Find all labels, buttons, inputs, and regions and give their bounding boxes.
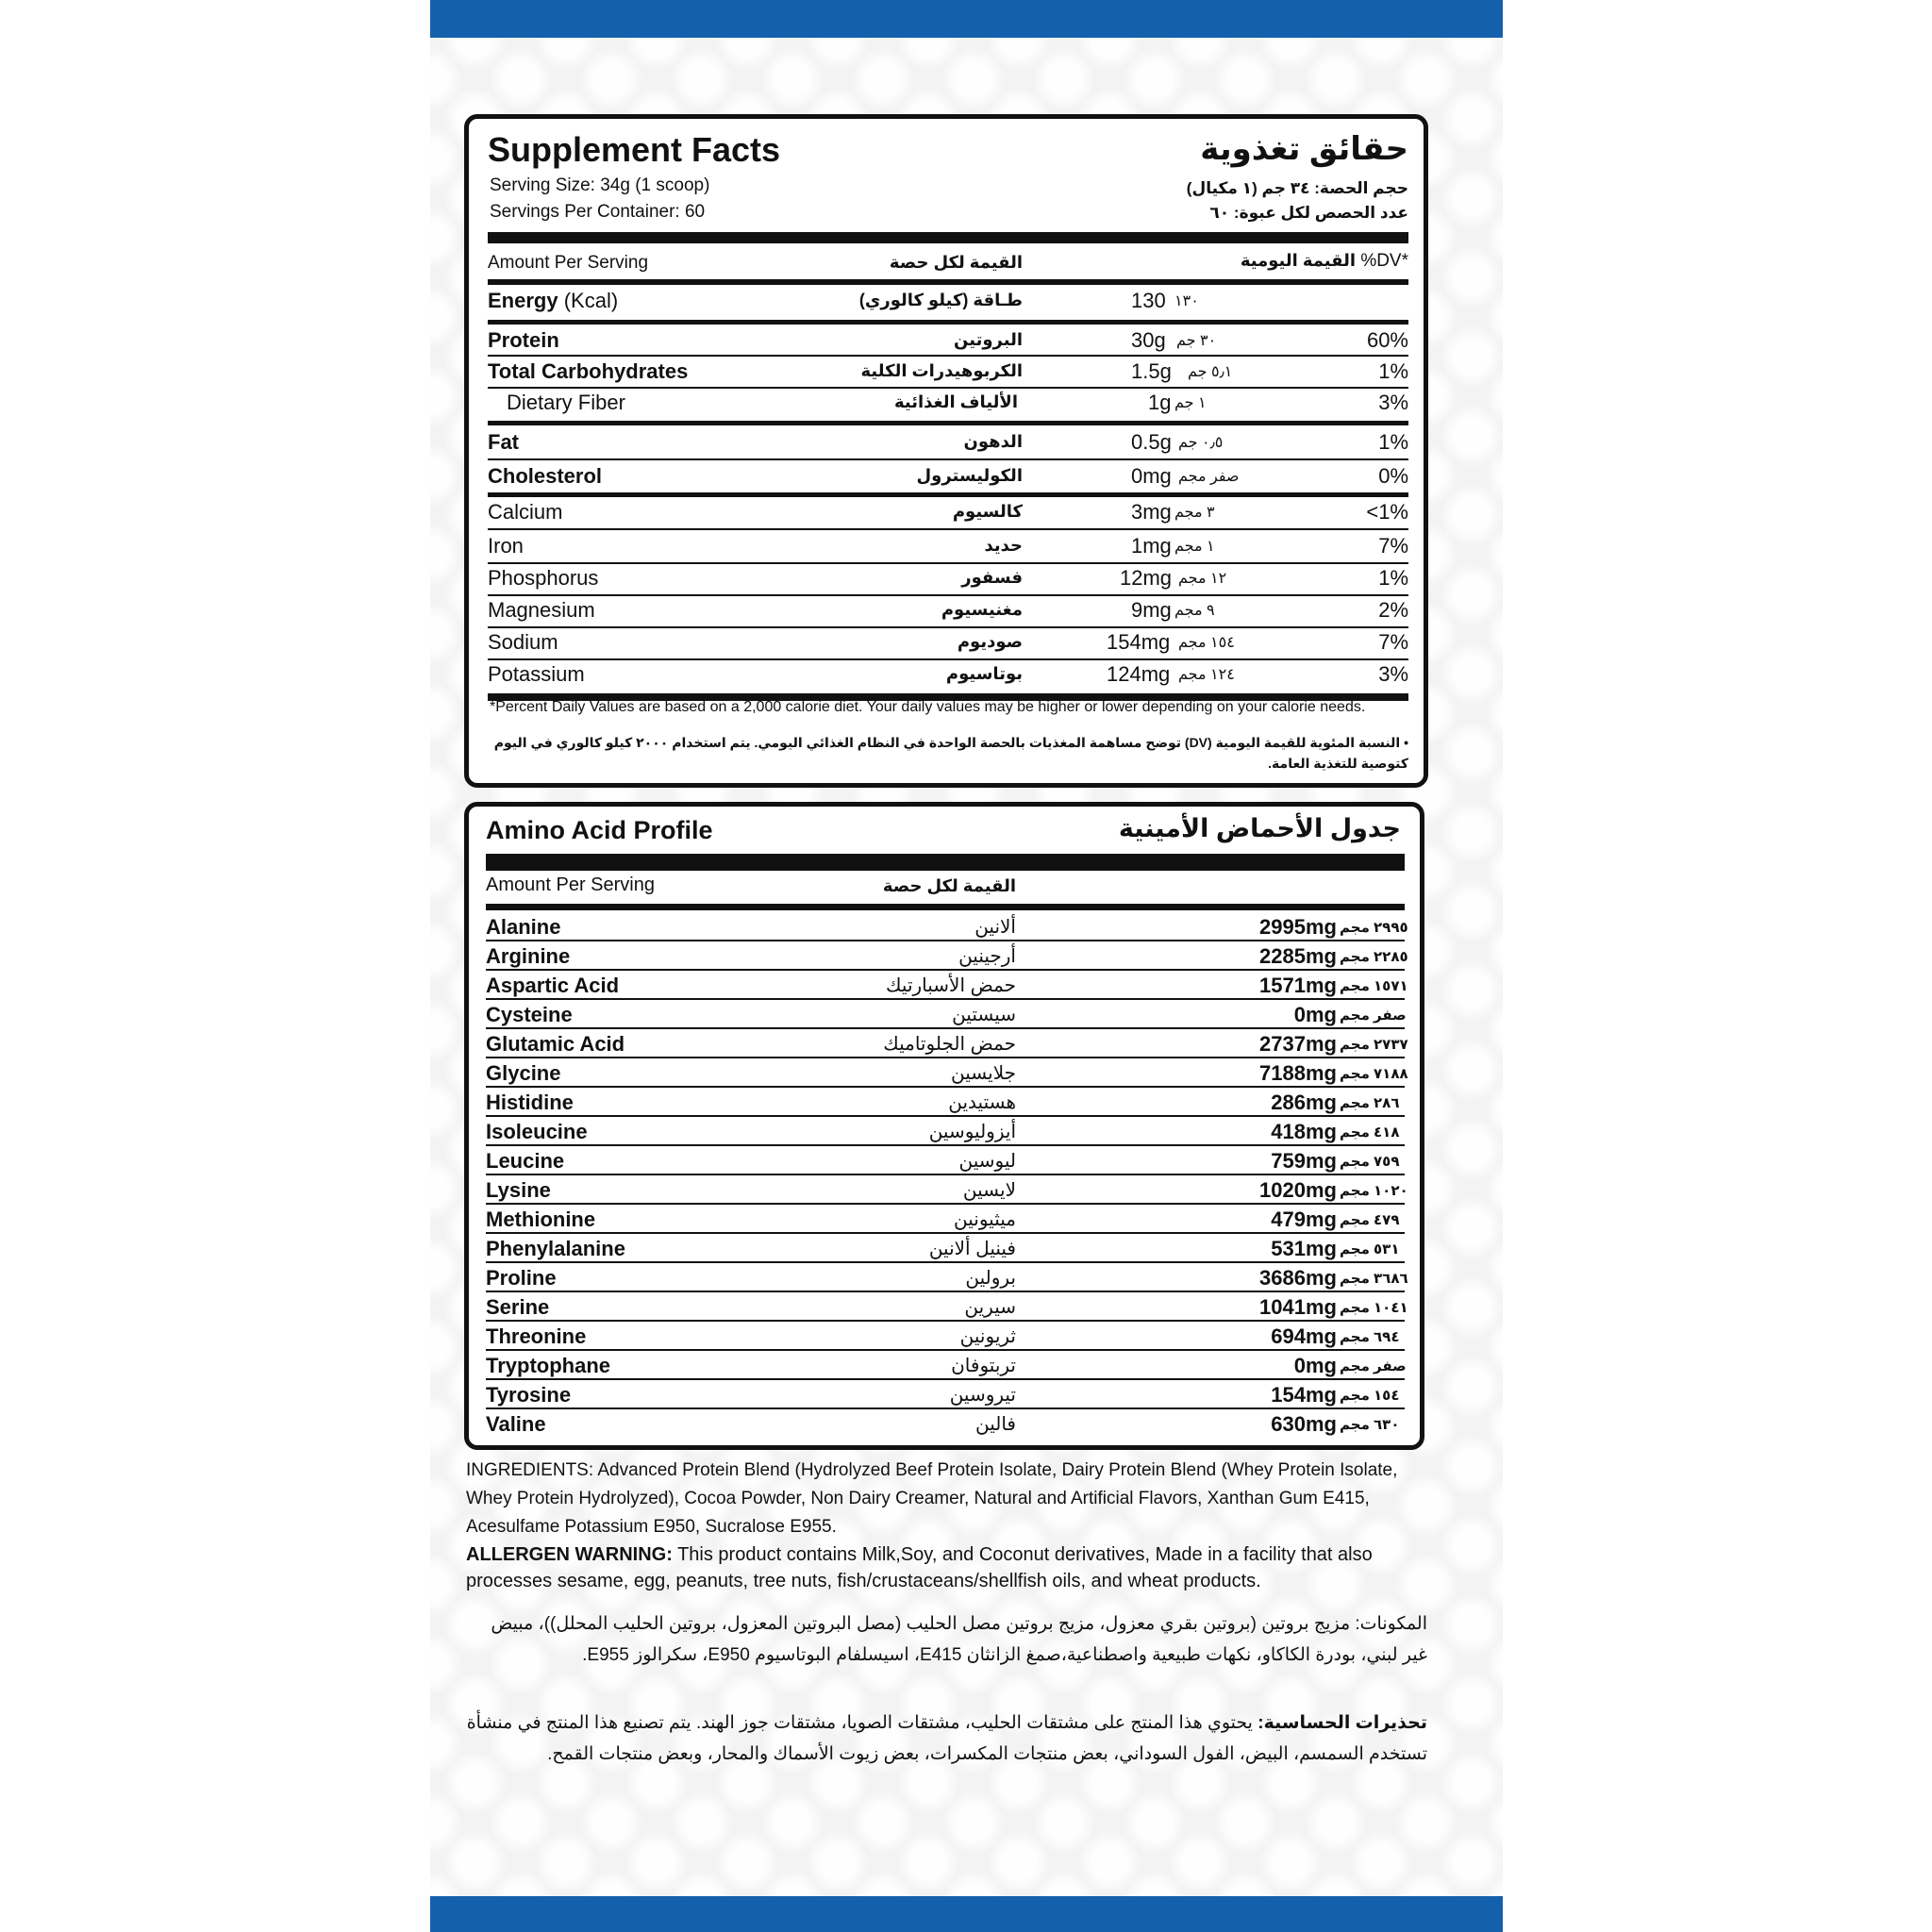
nutrient-amount: 12mg bbox=[1120, 566, 1173, 590]
facts-cholesterol-rule bbox=[488, 492, 1408, 497]
nutrient-name-ar: مغنيسيوم bbox=[941, 600, 1023, 619]
amino-amount: 1571mg bbox=[1259, 974, 1337, 997]
amino-amount-ar: ١٠٤١ مجم bbox=[1340, 1300, 1408, 1316]
facts-title-ar: حقائق تغذوية bbox=[1200, 131, 1408, 167]
amino-name: Valine bbox=[486, 1412, 546, 1436]
amino-row bbox=[469, 1000, 1420, 1029]
nutrient-amount: 3mg bbox=[1131, 500, 1172, 524]
nutrient-name: Energy bbox=[488, 289, 558, 312]
nutrient-name-ar: الألياف الغذائية bbox=[893, 392, 1018, 411]
facts-row-iron bbox=[469, 532, 1424, 564]
amino-row bbox=[469, 1058, 1420, 1088]
nutrient-dv: 3% bbox=[1378, 391, 1408, 414]
amino-name-ar: ليوسين bbox=[958, 1151, 1016, 1172]
amino-amount-ar: ٦٣٠ مجم bbox=[1340, 1417, 1400, 1433]
amino-amount-ar: صفر مجم bbox=[1340, 1358, 1407, 1374]
nutrient-name: Protein bbox=[488, 328, 559, 352]
facts-row-calcium bbox=[469, 498, 1424, 530]
nutrient-amount-ar: ١٢ مجم bbox=[1178, 571, 1227, 587]
nutrient-amount: 154mg bbox=[1107, 630, 1171, 654]
allergen-label-ar: تحذيرات الحساسية: bbox=[1257, 1713, 1427, 1733]
amino-row bbox=[469, 1175, 1420, 1205]
amino-amount: 418mg bbox=[1271, 1120, 1337, 1143]
amino-amount-ar: ٢٧٣٧ مجم bbox=[1340, 1037, 1408, 1053]
amino-name: Lysine bbox=[486, 1178, 551, 1202]
amino-amount: 759mg bbox=[1271, 1149, 1337, 1173]
servings-per-container-ar: عدد الحصص لكل عبوة: ٦٠ bbox=[1209, 204, 1408, 222]
amino-amount: 0mg bbox=[1293, 1354, 1337, 1377]
amino-name: Alanine bbox=[486, 915, 561, 939]
amino-row bbox=[469, 1146, 1420, 1175]
nutrient-amount: 30g bbox=[1131, 328, 1166, 352]
nutrient-name-ar: فسفور bbox=[961, 568, 1023, 587]
nutrient-amount-ar: ١٣٠ bbox=[1174, 293, 1199, 309]
facts-header-rule bbox=[488, 279, 1408, 285]
amino-title: Amino Acid Profile bbox=[486, 816, 713, 844]
nutrient-dv: 0% bbox=[1378, 464, 1408, 488]
nutrient-dv: 7% bbox=[1378, 534, 1408, 558]
facts-amount-header: Amount Per Serving bbox=[488, 253, 649, 273]
amino-name: Cysteine bbox=[486, 1003, 573, 1026]
amino-amount: 630mg bbox=[1271, 1412, 1337, 1436]
amino-row bbox=[469, 1117, 1420, 1146]
amino-name-ar: حمض الجلوتاميك bbox=[883, 1034, 1016, 1055]
nutrient-amount-ar: ٩ مجم bbox=[1174, 603, 1215, 619]
amino-name-ar: تربتوفان bbox=[951, 1356, 1016, 1376]
nutrient-name-ar: الكوليسترول bbox=[916, 466, 1023, 485]
nutrient-amount-ar: ٣ مجم bbox=[1174, 505, 1215, 521]
amino-name-ar: سيستين bbox=[952, 1005, 1016, 1025]
amino-amount: 479mg bbox=[1271, 1208, 1337, 1231]
amino-title-ar: جدول الأحماض الأمينية bbox=[1118, 814, 1401, 842]
nutrient-dv: <1% bbox=[1366, 500, 1408, 524]
nutrient-name-ar: بوتاسيوم bbox=[945, 664, 1023, 683]
nutrient-dv: 7% bbox=[1378, 630, 1408, 654]
nutrient-dv: 60% bbox=[1366, 328, 1408, 352]
amino-row bbox=[469, 1263, 1420, 1292]
amino-row bbox=[469, 1088, 1420, 1117]
amino-amount-ar: ١٥٤ مجم bbox=[1340, 1388, 1400, 1404]
dv-header: %DV* bbox=[1360, 251, 1408, 271]
nutrient-name-ar: طـاقة (كيلو كالوري) bbox=[858, 291, 1023, 309]
amino-amount: 154mg bbox=[1271, 1383, 1337, 1407]
facts-row-carbohydrates bbox=[469, 358, 1424, 389]
amino-name: Serine bbox=[486, 1295, 550, 1319]
nutrient-name: Fat bbox=[488, 430, 519, 454]
facts-row-fat bbox=[469, 428, 1424, 460]
nutrient-name: Total Carbohydrates bbox=[488, 359, 689, 383]
amino-amount: 286mg bbox=[1271, 1091, 1337, 1114]
amino-amount-ar: ٢٢٨٥ مجم bbox=[1340, 949, 1408, 965]
nutrient-name-ar: صوديوم bbox=[957, 632, 1023, 651]
nutrient-amount-ar: ١٢٤ مجم bbox=[1178, 667, 1235, 683]
amino-name: Leucine bbox=[486, 1149, 565, 1173]
amino-header-rule bbox=[486, 904, 1405, 910]
nutrient-name-ar: الكربوهيدرات الكلية bbox=[860, 361, 1023, 380]
amino-name: Tyrosine bbox=[486, 1383, 572, 1407]
amino-name: Isoleucine bbox=[486, 1120, 588, 1143]
amino-amount-ar: ١٥٧١ مجم bbox=[1340, 978, 1408, 994]
facts-amount-header-ar: القيمة لكل حصة bbox=[889, 253, 1023, 272]
serving-size-ar: حجم الحصة: ٣٤ جم (١ مكيال) bbox=[1186, 179, 1408, 197]
amino-amount-ar: ١٠٢٠ مجم bbox=[1340, 1183, 1408, 1199]
amino-thick-rule bbox=[486, 854, 1405, 871]
nutrient-dv: 1% bbox=[1378, 430, 1408, 454]
amino-amount: 531mg bbox=[1271, 1237, 1337, 1260]
nutrient-name: Magnesium bbox=[488, 598, 595, 622]
amino-row bbox=[469, 941, 1420, 971]
nutrient-name-ar: حديد bbox=[984, 536, 1023, 555]
nutrient-name: Potassium bbox=[488, 662, 585, 686]
amino-row bbox=[469, 1351, 1420, 1380]
nutrient-amount-ar: صفر مجم bbox=[1178, 469, 1240, 485]
amino-name: Aspartic Acid bbox=[486, 974, 620, 997]
nutrient-name: Iron bbox=[488, 534, 524, 558]
nutrient-name: Calcium bbox=[488, 500, 563, 524]
facts-fiber-rule bbox=[488, 421, 1408, 425]
amino-amount-header: Amount Per Serving bbox=[486, 874, 655, 895]
allergen-text-ar: يحتوي هذا المنتج على مشتقات الحليب، مشتقات الصويا، مشتقات جوز الهند. يتم تصنيع هذا المنتج في منشأة تستخدم السمسم، البيض، الفول السوداني، بعض منتجات المكسرات، بعض زيوت الأسماك والمحار، وبعض منتجات القمح. bbox=[466, 1713, 1427, 1764]
amino-amount: 3686mg bbox=[1259, 1266, 1337, 1290]
amino-name: Glutamic Acid bbox=[486, 1032, 625, 1056]
allergen-warning-ar bbox=[465, 1707, 1427, 1770]
nutrient-name-ar: كالسيوم bbox=[952, 502, 1023, 521]
facts-row-energy bbox=[469, 287, 1424, 320]
allergen-label: ALLERGEN WARNING: bbox=[466, 1544, 673, 1565]
amino-name: Phenylalanine bbox=[486, 1237, 625, 1260]
amino-name-ar: تيروسين bbox=[949, 1385, 1016, 1406]
nutrient-dv: 2% bbox=[1378, 598, 1408, 622]
amino-name-ar: سيرين bbox=[964, 1297, 1016, 1318]
nutrient-amount: 9mg bbox=[1131, 598, 1172, 622]
amino-name-ar: جلايسين bbox=[951, 1063, 1016, 1084]
nutrient-amount: 1.5g bbox=[1131, 359, 1172, 383]
bottom-brand-band bbox=[430, 1896, 1503, 1932]
amino-row bbox=[469, 1380, 1420, 1409]
amino-row bbox=[469, 1409, 1420, 1439]
facts-energy-rule bbox=[488, 320, 1408, 325]
amino-amount-ar: صفر مجم bbox=[1340, 1008, 1407, 1024]
nutrient-name-ar: الدهون bbox=[963, 432, 1023, 451]
amino-name-ar: أرجينين bbox=[958, 946, 1016, 967]
amino-amount-ar: ٢٩٩٥ مجم bbox=[1340, 920, 1408, 936]
ingredients-en: INGREDIENTS: Advanced Protein Blend (Hydrolyzed Beef Protein Isolate, Dairy Protein Blend (Whey Protein Isolate, Whey Protein Hydrolyzed), Cocoa Powder, Non Dairy Creamer, Natural and Artificial Flavors, Xanthan Gum E415, Acesulfame Potassium E950, Sucralose E955. bbox=[466, 1460, 1398, 1537]
allergen-warning-en bbox=[466, 1541, 1428, 1594]
amino-name-ar: ألانين bbox=[974, 917, 1016, 938]
amino-name: Methionine bbox=[486, 1208, 596, 1231]
amino-amount: 2737mg bbox=[1259, 1032, 1337, 1056]
amino-name-ar: هستيدين bbox=[948, 1092, 1016, 1113]
amino-amount-ar: ٢٨٦ مجم bbox=[1340, 1095, 1400, 1111]
nutrient-amount: 0mg bbox=[1131, 464, 1172, 488]
amino-amount-ar: ٦٩٤ مجم bbox=[1340, 1329, 1400, 1345]
amino-amount-ar: ٤١٨ مجم bbox=[1340, 1124, 1400, 1141]
amino-row bbox=[469, 912, 1420, 941]
amino-name: Proline bbox=[486, 1266, 557, 1290]
amino-name: Arginine bbox=[486, 944, 571, 968]
facts-row-protein bbox=[469, 326, 1424, 357]
amino-row bbox=[469, 1292, 1420, 1322]
amino-amount-ar: ٧١٨٨ مجم bbox=[1340, 1066, 1408, 1082]
facts-thick-rule bbox=[488, 232, 1408, 243]
nutrient-amount: 0.5g bbox=[1131, 430, 1172, 454]
amino-row bbox=[469, 1322, 1420, 1351]
nutrient-amount: 1g bbox=[1148, 391, 1172, 414]
amino-acid-profile-box bbox=[464, 802, 1424, 1450]
nutrient-amount-ar: ٠٫٥ جم bbox=[1178, 435, 1224, 451]
footnote-ar: • النسبة المئوية للقيمة اليومية (DV) توضح مساهمة المغذيات بالحصة الواحدة في النظام الغذائي اليومي. يتم استخدام ٢٠٠٠ كيلو كالوري في اليوم كتوصية للتغذية العامة. bbox=[493, 735, 1408, 771]
amino-amount: 2995mg bbox=[1259, 915, 1337, 939]
servings-per-container: Servings Per Container: 60 bbox=[490, 202, 706, 222]
facts-row-sodium bbox=[469, 628, 1424, 660]
amino-name: Histidine bbox=[486, 1091, 574, 1114]
amino-name-ar: حمض الأسبارتيك bbox=[886, 975, 1016, 996]
amino-amount-header-ar: القيمة لكل حصة bbox=[882, 876, 1016, 895]
amino-amount-ar: ٧٥٩ مجم bbox=[1340, 1154, 1400, 1170]
nutrient-amount: 124mg bbox=[1107, 662, 1171, 686]
nutrient-name: Sodium bbox=[488, 630, 558, 654]
amino-amount: 694mg bbox=[1271, 1324, 1337, 1348]
amino-amount: 2285mg bbox=[1259, 944, 1337, 968]
amino-name-ar: ثريونين bbox=[959, 1326, 1016, 1347]
nutrient-name: Phosphorus bbox=[488, 566, 599, 590]
label-panel bbox=[430, 0, 1503, 1932]
amino-amount: 0mg bbox=[1293, 1003, 1337, 1026]
nutrient-dv: 1% bbox=[1378, 566, 1408, 590]
nutrient-name: Dietary Fiber bbox=[507, 391, 625, 414]
facts-row-potassium bbox=[469, 660, 1424, 692]
amino-amount: 1020mg bbox=[1259, 1178, 1337, 1202]
nutrient-amount-ar: ١٥٤ مجم bbox=[1178, 635, 1235, 651]
ingredients-ar: المكونات: مزيج بروتين (بروتين بقري معزول، مزيج بروتين مصل الحليب (مصل البروتين المعزول، بروتين الحليب المحلل))، مبيض غير لبني، بودرة الكاكاو، نكهات طبيعية واصطناعية،صمغ الزانثان E415، اسيسلفام البوتاسيوم E950، سكرالوز E955. bbox=[491, 1614, 1427, 1665]
nutrient-amount-ar: ١ مجم bbox=[1174, 539, 1215, 555]
row-divider bbox=[488, 458, 1408, 460]
amino-name: Threonine bbox=[486, 1324, 587, 1348]
amino-name-ar: فالين bbox=[974, 1414, 1016, 1435]
amino-row bbox=[469, 1029, 1420, 1058]
footnote-en: *Percent Daily Values are based on a 2,000 calorie diet. Your daily values may be higher or lower depending on your calorie needs. bbox=[490, 699, 1366, 715]
amino-name: Glycine bbox=[486, 1061, 561, 1085]
amino-name: Tryptophane bbox=[486, 1354, 611, 1377]
nutrient-unit: (Kcal) bbox=[558, 289, 619, 312]
amino-amount: 1041mg bbox=[1259, 1295, 1337, 1319]
row-divider bbox=[488, 528, 1408, 530]
allergen-text: This product contains Milk,Soy, and Coconut derivatives, Made in a facility that also processes sesame, egg, peanuts, tree nuts, fish/crustaceans/shellfish oils, and wheat products. bbox=[466, 1544, 1373, 1591]
amino-row bbox=[469, 1234, 1420, 1263]
facts-row-magnesium bbox=[469, 596, 1424, 628]
amino-name-ar: فينيل ألانين bbox=[928, 1239, 1016, 1259]
nutrient-dv: 3% bbox=[1378, 662, 1408, 686]
nutrient-name-ar: البروتين bbox=[954, 330, 1023, 349]
nutrient-amount-ar: ٣٠ جم bbox=[1176, 333, 1217, 349]
nutrient-amount-ar: ٥٫١ جم bbox=[1188, 364, 1233, 380]
dv-header-ar: القيمة اليومية bbox=[1240, 251, 1357, 270]
nutrient-amount: 1mg bbox=[1131, 534, 1172, 558]
nutrient-amount-ar: ١ جم bbox=[1174, 395, 1207, 411]
facts-row-phosphorus bbox=[469, 564, 1424, 596]
amino-amount-ar: ٤٧٩ مجم bbox=[1340, 1212, 1400, 1228]
top-brand-band bbox=[430, 0, 1503, 38]
supplement-facts-box bbox=[464, 114, 1428, 788]
amino-name-ar: لايسين bbox=[962, 1180, 1016, 1201]
amino-row bbox=[469, 1205, 1420, 1234]
amino-amount: 7188mg bbox=[1259, 1061, 1337, 1085]
nutrient-dv: 1% bbox=[1378, 359, 1408, 383]
row-divider bbox=[488, 355, 1408, 357]
dv-header-group bbox=[1241, 251, 1408, 272]
amino-name-ar: أيزوليوسين bbox=[928, 1122, 1016, 1142]
amino-amount-ar: ٣٦٨٦ مجم bbox=[1340, 1271, 1408, 1287]
serving-size: Serving Size: 34g (1 scoop) bbox=[490, 175, 710, 195]
facts-row-fiber bbox=[469, 389, 1424, 421]
nutrient-amount: 130 bbox=[1131, 289, 1166, 312]
nutrient-name: Cholesterol bbox=[488, 464, 603, 488]
amino-name-ar: ميثيونين bbox=[954, 1209, 1016, 1230]
amino-row bbox=[469, 971, 1420, 1000]
facts-row-cholesterol bbox=[469, 462, 1424, 492]
facts-title: Supplement Facts bbox=[488, 130, 781, 169]
amino-name-ar: برولين bbox=[965, 1268, 1016, 1289]
amino-amount-ar: ٥٣١ مجم bbox=[1340, 1241, 1400, 1257]
